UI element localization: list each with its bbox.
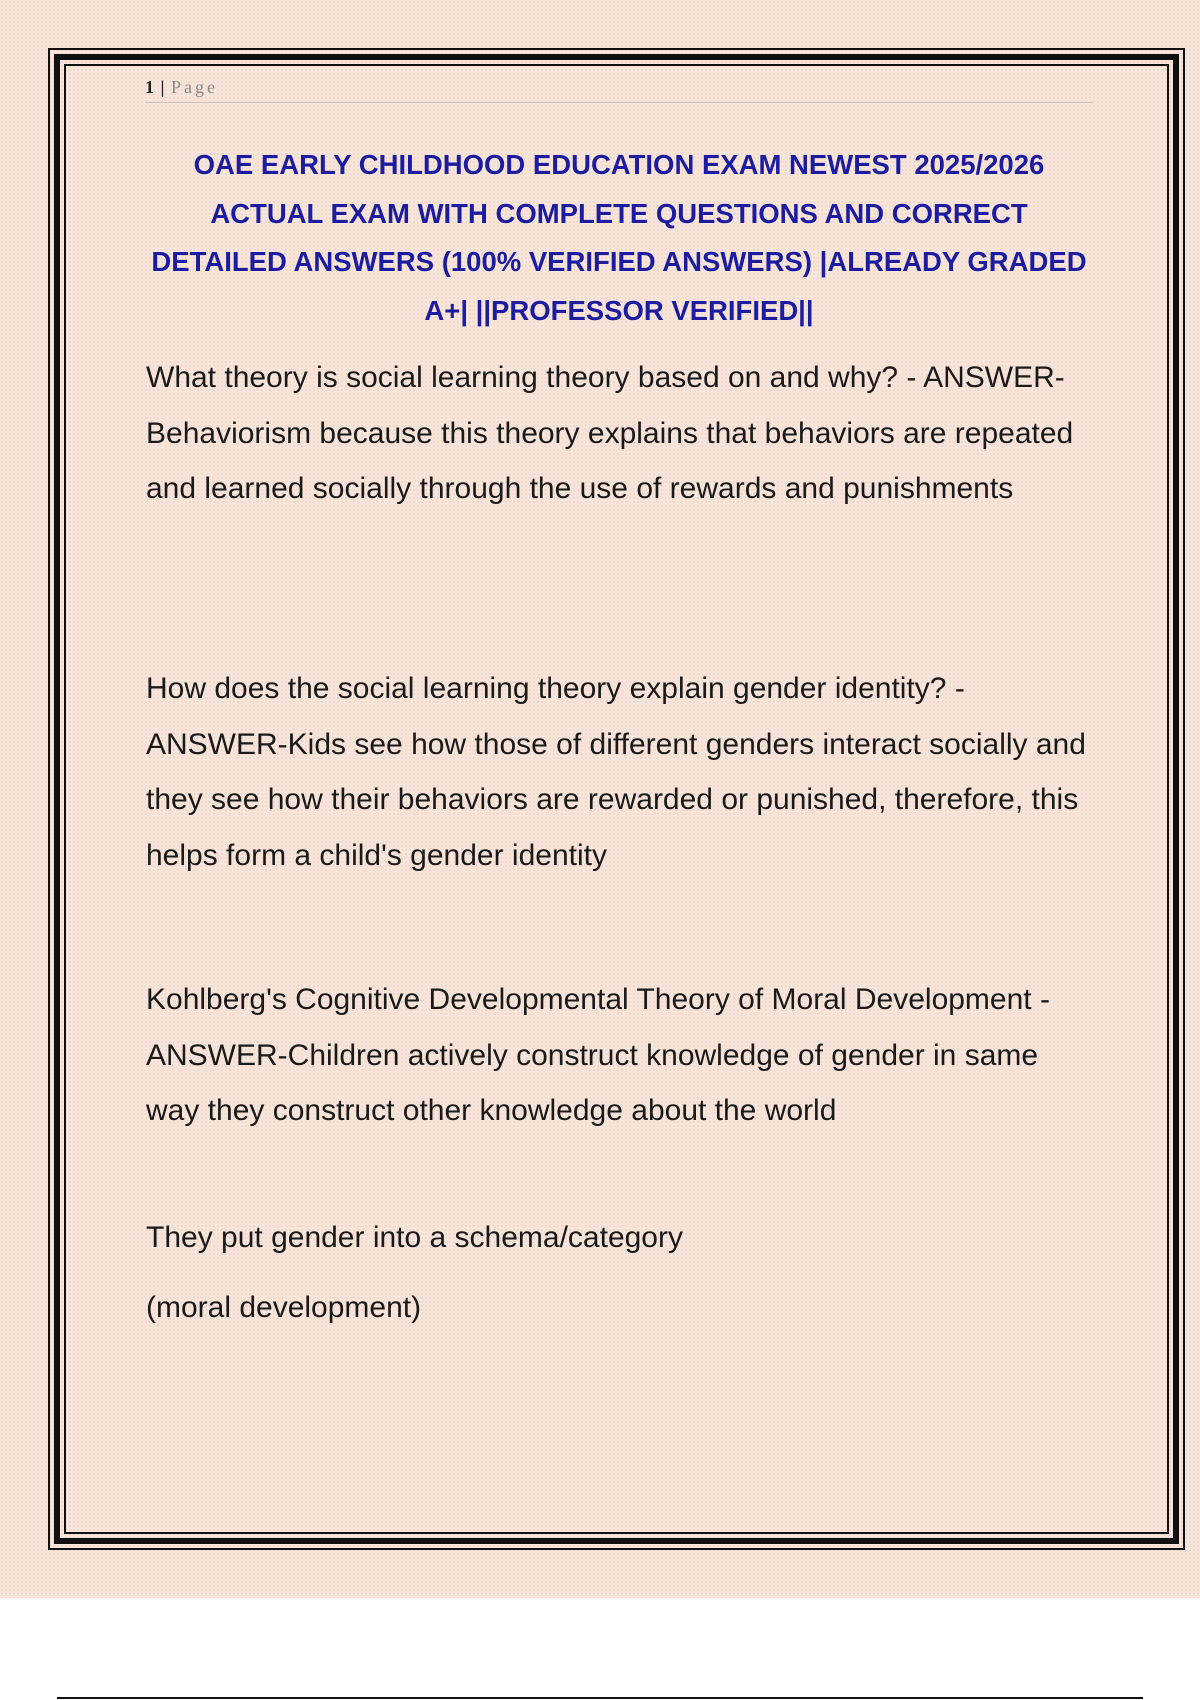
header-separator: | [160, 77, 165, 97]
page-header [145, 74, 1093, 103]
page-number: 1 [145, 77, 154, 97]
document-title: OAE EARLY CHILDHOOD EDUCATION EXAM NEWEST 2025/2026 ACTUAL EXAM WITH COMPLETE QUESTIONS AND CORRECT DETAILED ANSWERS (100% VERIFIED ANSWERS) |ALREADY GRADED A+| ||PROFESSOR VERIFIED|| [151, 149, 1087, 326]
qa-item-kohlberg: Kohlberg's Cognitive Developmental Theory of Moral Development - ANSWER-Children actively construct knowledge of gender in same way they construct other knowledge about the world [146, 983, 1050, 1127]
qa-item-gender-identity: How does the social learning theory explain gender identity? - ANSWER-Kids see how those of different genders interact socially and they see how their behaviors are rewarded or punished, therefore, this helps form a child's gender identity [146, 672, 1086, 872]
qa-note-schema: They put gender into a schema/category [146, 1221, 683, 1254]
page-label: Page [170, 77, 218, 97]
qa-item-social-learning-basis: What theory is social learning theory based on and why? - ANSWER-Behaviorism because this theory explains that behaviors are repeated and learned socially through the use of rewards and punishments [146, 361, 1074, 505]
footer-rule [57, 1697, 1143, 1699]
qa-note-moral-development: (moral development) [146, 1291, 422, 1324]
